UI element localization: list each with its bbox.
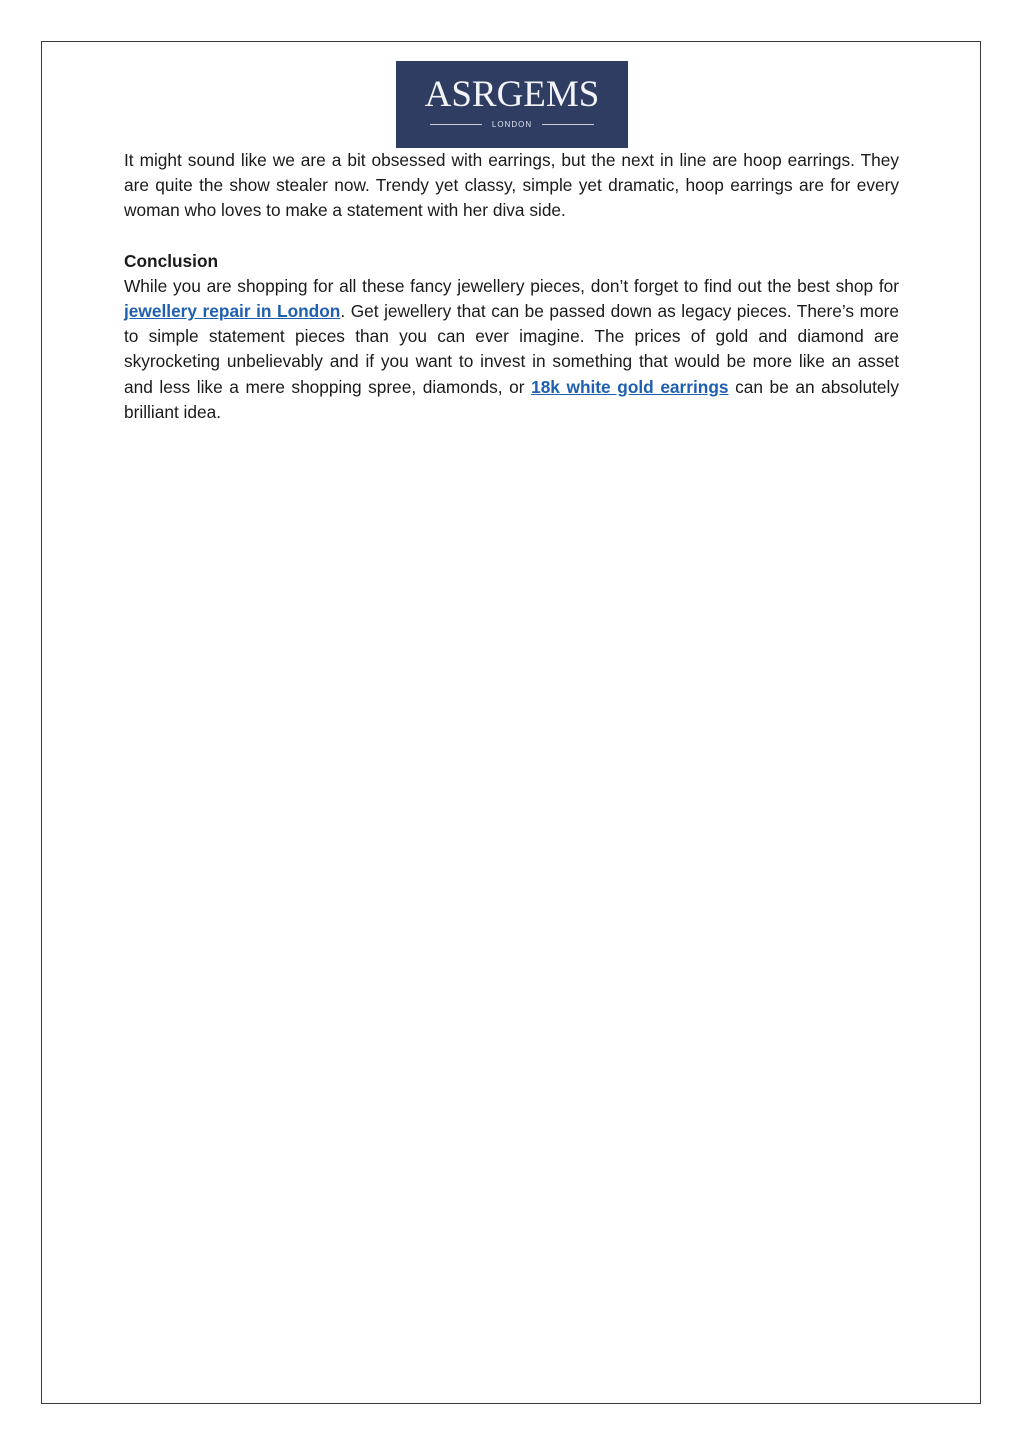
conclusion-text-3: can be an absolutely brilliant idea. — [124, 376, 899, 422]
logo-subtitle — [396, 117, 628, 131]
logo-subtitle-text: LONDON — [491, 119, 533, 129]
document-body — [124, 148, 899, 425]
conclusion-text-1: While you are shopping for all these fancy jewellery pieces, don’t forget to find out the best shop for — [124, 275, 899, 296]
paragraph-spacer — [124, 224, 899, 249]
jewellery-repair-link[interactable]: jewellery repair in London — [124, 301, 341, 322]
logo-divider-left — [430, 124, 482, 125]
white-gold-earrings-link[interactable]: 18k white gold earrings — [531, 376, 729, 397]
logo-name: ASRGEMS — [424, 74, 600, 115]
conclusion-text-2: . Get jewellery that can be passed down as legacy pieces. There’s more to simple statement pieces than you can ever imagine. The prices of gold and diamond are skyrocketing unbelievably and if you want to invest in something that would be more like an asset and less like a mere shopping spree, diamonds, or — [124, 301, 899, 397]
conclusion-paragraph — [124, 274, 899, 425]
asrgems-logo — [396, 61, 628, 148]
intro-paragraph: It might sound like we are a bit obsessed with earrings, but the next in line are hoop earrings. They are quite the show stealer now. Trendy yet classy, simple yet dramatic, hoop earrings are for every woman who loves to make a statement with her diva side. — [124, 150, 899, 221]
conclusion-heading: Conclusion — [124, 250, 219, 271]
logo-divider-right — [542, 124, 594, 125]
